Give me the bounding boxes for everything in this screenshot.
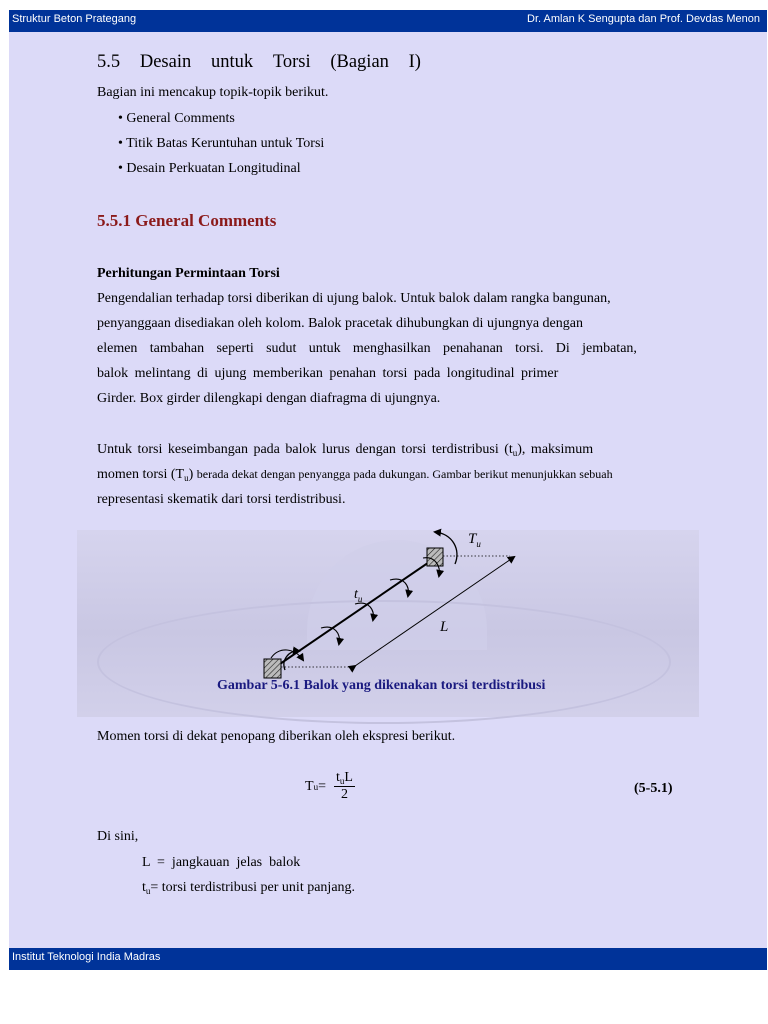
word: penahanan: [442, 341, 503, 356]
section-title: 5.5 Desain untuk Torsi (Bagian I): [97, 52, 421, 72]
paragraph-line: balok melintang di ujung memberikan penahan torsi pada longitudinal primer: [97, 366, 559, 381]
definition-L: L = jangkauan jelas balok: [142, 855, 301, 870]
paragraph-line: Girder. Box girder dilengkapi dengan diafragma di ujungnya.: [97, 391, 441, 406]
word: elemen: [97, 341, 138, 356]
footer-text: Institut Teknologi India Madras: [12, 951, 161, 963]
right-support: [427, 548, 443, 566]
word: Di: [555, 341, 570, 356]
beam-line: [277, 554, 441, 666]
beam-torsion-diagram: [259, 520, 519, 682]
where-text: Di sini,: [97, 829, 139, 844]
label-tu: $t_u$: [354, 587, 363, 604]
left-support: [264, 659, 281, 678]
span-dimension-arrow: [355, 557, 514, 666]
word: seperti: [216, 341, 254, 356]
word: menghasilkan: [352, 341, 431, 356]
subsection-heading: 5.5.1 General Comments: [97, 211, 277, 230]
word: sudut: [266, 341, 297, 356]
word: tambahan: [149, 341, 205, 356]
subheading: Perhitungan Permintaan Torsi: [97, 266, 280, 281]
label-Tu: $T_u$: [468, 531, 481, 549]
header-left-text: Struktur Beton Prategang: [12, 13, 137, 25]
equation-fraction: $\frac{t_uL}{2}$: [335, 770, 353, 802]
paragraph-line: penyanggaan disediakan oleh kolom. Balok pracetak dihubungkan di ujungnya dengan: [97, 316, 583, 331]
word: torsi.: [515, 341, 544, 356]
paragraph-line-justified: [97, 341, 637, 357]
paragraph-line: Untuk torsi keseimbangan pada balok lurus dengan torsi terdistribusi $(t_u)$, maksimum: [97, 442, 594, 458]
equation: T u = $\frac{t_uL}{2}$: [305, 770, 353, 802]
intro-text: Bagian ini mencakup topik-topik berikut.: [97, 85, 329, 100]
topic-item: • General Comments: [118, 111, 235, 126]
paragraph-line: Pengendalian terhadap torsi diberikan di ujung balok. Untuk balok dalam rangka bangunan,: [97, 291, 611, 306]
equation-row: [97, 770, 677, 810]
figure-caption: Gambar 5-6.1 Balok yang dikenakan torsi terdistribusi: [217, 678, 546, 693]
page-header: [9, 10, 767, 32]
topic-item: • Titik Batas Keruntuhan untuk Torsi: [118, 136, 325, 151]
definition-tu: $t_u=$ torsi terdistribusi per unit panjang.: [142, 880, 356, 896]
moment-text: Momen torsi di dekat penopang diberikan oleh ekspresi berikut.: [97, 729, 456, 744]
header-right-text: Dr. Amlan K Sengupta dan Prof. Devdas Menon: [527, 13, 760, 25]
document-page: [9, 10, 767, 970]
word: untuk: [308, 341, 341, 356]
topic-item: • Desain Perkuatan Longitudinal: [118, 161, 301, 176]
paragraph-line: representasi skematik dari torsi terdistribusi.: [97, 492, 346, 507]
paragraph-line: momen torsi $(T_u)$ berada dekat dengan penyangga pada dukungan. Gambar berikut menunjukkan sebuah: [97, 467, 613, 483]
equation-number: (5-5.1): [634, 781, 673, 796]
page-footer: [9, 948, 767, 970]
word: jembatan,: [582, 341, 637, 356]
label-L: L: [440, 619, 449, 635]
